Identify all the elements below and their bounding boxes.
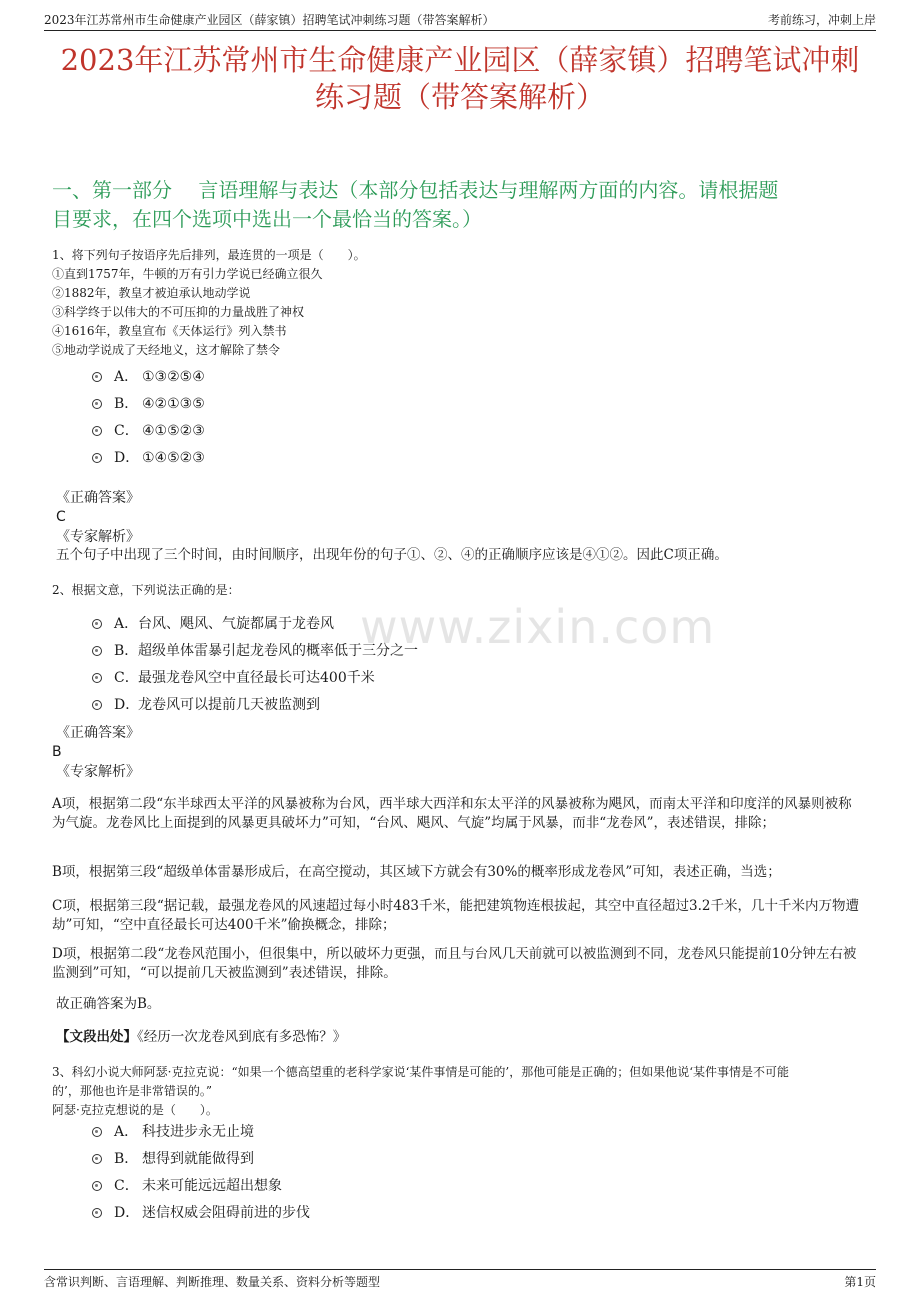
section-heading-line-1: 一、第一部分 言语理解与表达（本部分包括表达与理解两方面的内容。请根据题 <box>52 178 779 202</box>
q2-analysis-paragraph: D项，根据第二段“龙卷风范围小，但很集中，所以破坏力更强，而且与台风几天前就可以被监测到不同，龙卷风只能提前10分钟左右被监测到”可知，“可以提前几天被监测到”表述错误，排除。 <box>52 946 857 981</box>
option-text: 未来可能远远超出想象 <box>142 1178 282 1194</box>
q1-answer-title: 《正确答案》 <box>56 490 140 506</box>
option-text: 超级单体雷暴引起龙卷风的概率低于三分之一 <box>138 643 418 659</box>
option-text: 龙卷风可以提前几天被监测到 <box>138 697 320 713</box>
radio-icon[interactable] <box>92 1181 102 1191</box>
q2-answer-value: B <box>52 744 62 760</box>
radio-icon[interactable] <box>92 619 102 629</box>
option-label: C． <box>114 670 139 686</box>
page-number: 第1页 <box>844 1275 876 1289</box>
question-1-line: ④1616年，教皇宣布《天体运行》列入禁书 <box>52 324 287 338</box>
question-3 <box>52 1063 860 1120</box>
section-heading-line-2: 目要求，在四个选项中选出一个最恰当的答案。） <box>52 207 482 231</box>
option-text: ④②①③⑤ <box>142 396 205 412</box>
radio-icon[interactable] <box>92 399 102 409</box>
page-title-line-1: 2023年江苏常州市生命健康产业园区（薛家镇）招聘笔试冲刺 <box>60 43 860 77</box>
q1-answer-value: C <box>56 509 66 525</box>
watermark: www.zixin.com <box>360 600 716 654</box>
option-text: 台风、飓风、气旋都属于龙卷风 <box>138 616 334 632</box>
option-label: B． <box>114 1151 139 1167</box>
footer-description: 含常识判断、言语理解、判断推理、数量关系、资料分析等题型 <box>44 1275 381 1289</box>
question-1 <box>52 246 860 360</box>
question-3-stem-line: 3、科幻小说大师阿瑟·克拉克说：“如果一个德高望重的老科学家说‘某件事情是可能的’，那他可能是正确的；但如果他说‘某件事情是不可能 <box>52 1065 790 1079</box>
source-label: 【文段出处】 <box>56 1029 137 1045</box>
q2-analysis-paragraph: A项，根据第二段“东半球西太平洋的风暴被称为台风，西半球大西洋和东太平洋的风暴被称为飓风，而南太平洋和印度洋的风暴则被称为气旋。龙卷风比上面提到的风暴更具破坏力”可知，“台风、飓风、气旋”均属于风暴，而非“龙卷风”，表述错误，排除； <box>52 796 852 831</box>
page-header <box>44 10 876 31</box>
option-text: ①④⑤②③ <box>142 450 205 466</box>
question-1-line: ②1882年，教皇才被迫承认地动学说 <box>52 286 251 300</box>
option-text: 科技进步永无止境 <box>142 1124 254 1140</box>
option-label: D． <box>114 1205 140 1221</box>
question-1-line: ⑤地动学说成了天经地义，这才解除了禁令 <box>52 343 281 357</box>
question-3-stem-line: 的’，那他也许是非常错误的。” <box>52 1084 212 1098</box>
question-3-stem-line: 阿瑟·克拉克想说的是（ ）。 <box>52 1103 218 1117</box>
radio-icon[interactable] <box>92 646 102 656</box>
option-label: D． <box>114 697 140 713</box>
q1-analysis-title: 《专家解析》 <box>56 529 140 545</box>
option-text: 迷信权威会阻碍前进的步伐 <box>142 1205 310 1221</box>
radio-icon[interactable] <box>92 453 102 463</box>
question-2-stem: 2、根据文意，下列说法正确的是： <box>52 583 240 597</box>
q2-source <box>56 1028 860 1047</box>
q2-analysis-paragraph: C项，根据第三段“据记载，最强龙卷风的风速超过每小时483千米，能把建筑物连根拔起，其空中直径超过3.2千米，几十千米内万物遭劫”可知，“空中直径最长可达400千米”偷换概念，排除； <box>52 898 859 933</box>
q2-answer-title: 《正确答案》 <box>56 725 140 741</box>
option-text: 最强龙卷风空中直径最长可达400千米 <box>138 670 375 686</box>
q2-analysis-paragraph: B项，根据第三段“超级单体雷暴形成后，在高空搅动，其区域下方就会有30%的概率形成龙卷风”可知，表述正确，当选； <box>52 864 781 880</box>
option-text: ①③②⑤④ <box>142 369 205 385</box>
page-footer <box>44 1269 876 1289</box>
option-label: A． <box>114 369 139 385</box>
option-label: B． <box>114 396 139 412</box>
option-label: A． <box>114 1124 139 1140</box>
q2-conclusion: 故正确答案为B。 <box>56 996 161 1012</box>
option-label: B． <box>114 643 139 659</box>
header-doc-title: 2023年江苏常州市生命健康产业园区（薛家镇）招聘笔试冲刺练习题（带答案解析） <box>44 13 495 27</box>
question-1-stem: 1、将下列句子按语序先后排列，最连贯的一项是（ ）。 <box>52 248 366 262</box>
radio-icon[interactable] <box>92 1154 102 1164</box>
q1-analysis-text: 五个句子中出现了三个时间，由时间顺序，出现年份的句子①、②、④的正确顺序应该是④①②。因此C项正确。 <box>56 547 728 563</box>
option-label: D． <box>114 450 140 466</box>
option-label: A． <box>114 616 139 632</box>
radio-icon[interactable] <box>92 700 102 710</box>
page-title <box>40 42 880 116</box>
question-1-line: ①直到1757年，牛顿的万有引力学说已经确立很久 <box>52 267 323 281</box>
header-slogan: 考前练习，冲刺上岸 <box>767 13 876 27</box>
radio-icon[interactable] <box>92 372 102 382</box>
radio-icon[interactable] <box>92 1127 102 1137</box>
question-1-line: ③科学终于以伟大的不可压抑的力量战胜了神权 <box>52 305 305 319</box>
option-text: 想得到就能做得到 <box>142 1151 254 1167</box>
source-text: 《经历一次龙卷风到底有多恐怖？》 <box>137 1029 347 1045</box>
radio-icon[interactable] <box>92 673 102 683</box>
radio-icon[interactable] <box>92 1208 102 1218</box>
q2-analysis-title: 《专家解析》 <box>56 764 140 780</box>
option-label: C． <box>114 1178 139 1194</box>
section-heading <box>52 176 868 234</box>
page-title-line-2: 练习题（带答案解析） <box>314 80 605 114</box>
option-text: ④①⑤②③ <box>142 423 205 439</box>
option-label: C． <box>114 423 139 439</box>
radio-icon[interactable] <box>92 426 102 436</box>
